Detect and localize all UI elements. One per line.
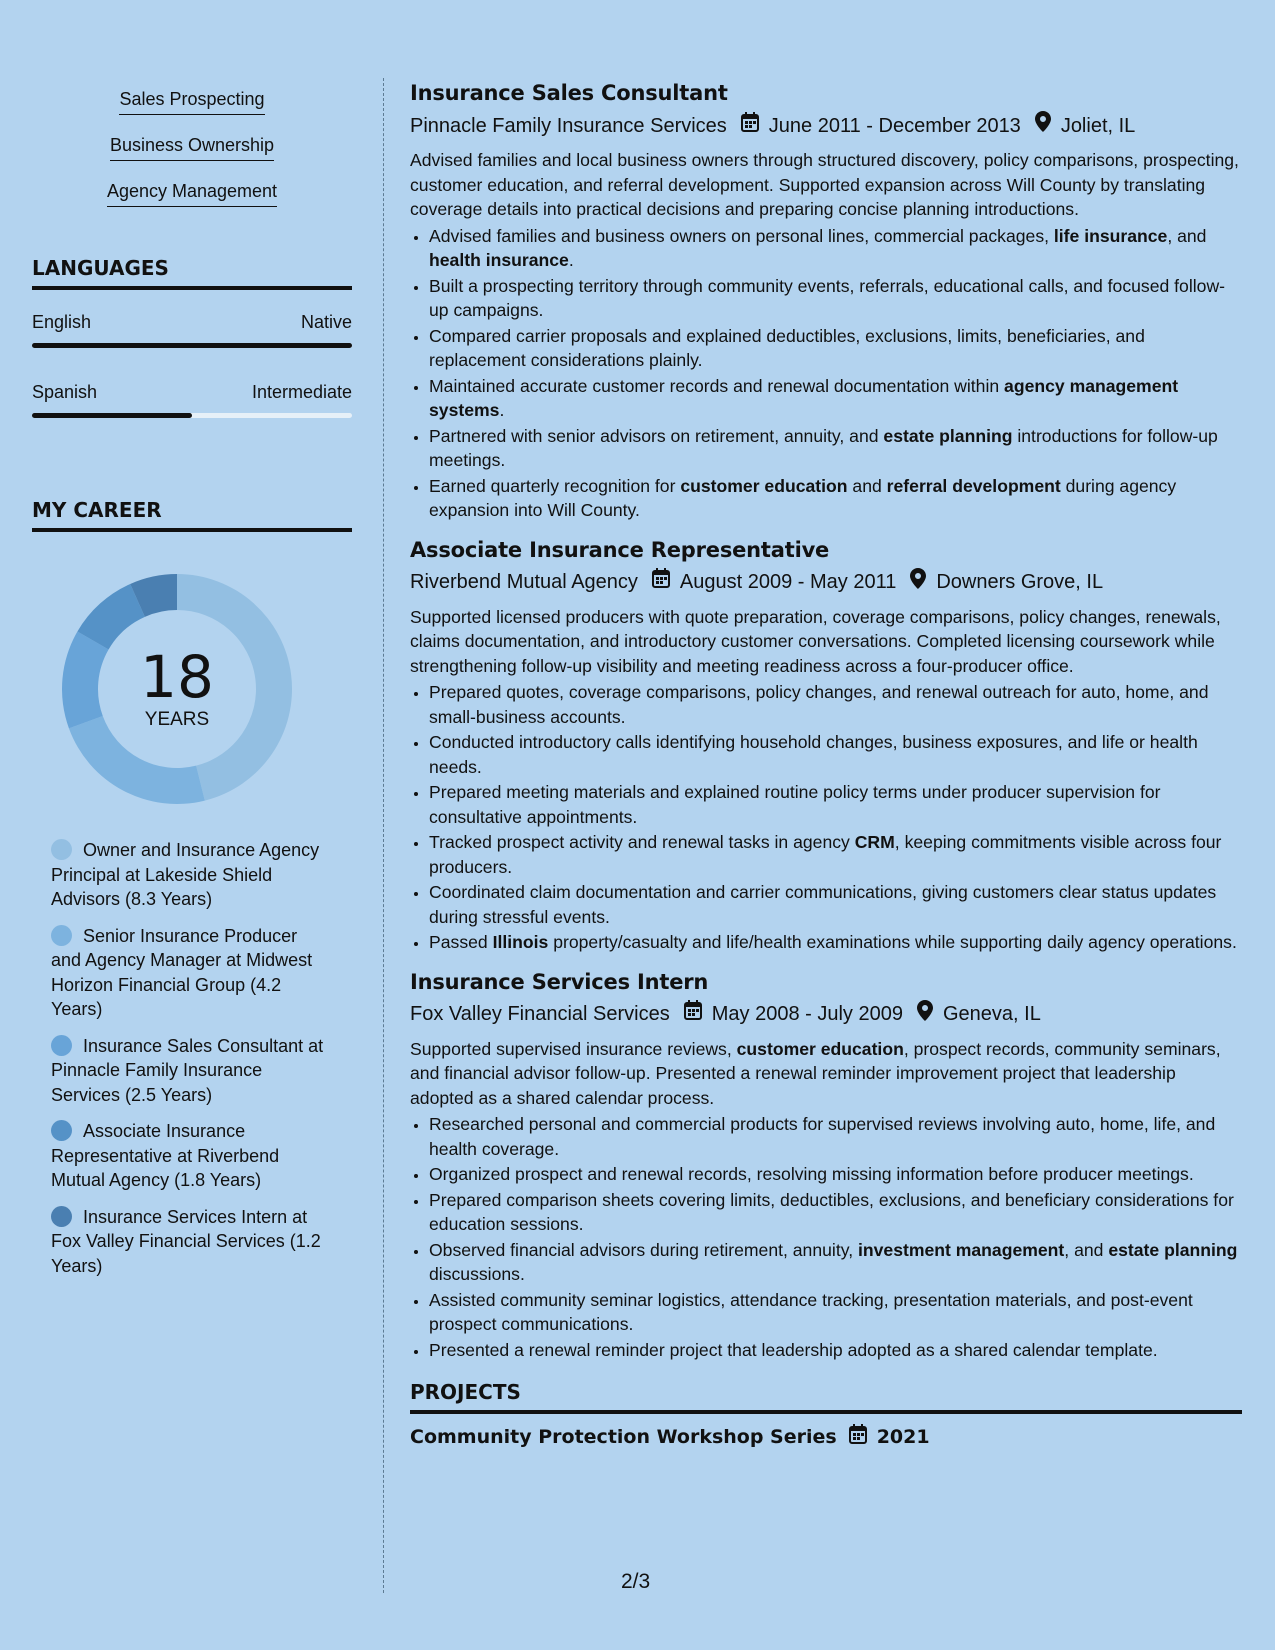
skill-item: Business Ownership [110,133,274,161]
job-bullet: • Passed Illinois property/casualty and life/health examinations while supporting daily agency operations. [429,930,1242,955]
language-proficiency-fill [32,343,352,348]
job-bullets [410,224,1242,523]
job-bullet: • Presented a renewal reminder project that leadership adopted as a shared calendar template. [429,1338,1242,1363]
job-bullet: • Built a prospecting territory through community events, referrals, educational calls, and focused follow-up campaigns. [429,274,1242,323]
legend-label: Owner and Insurance Agency Principal at Lakeside Shield Advisors (8.3 Years) [51,840,320,909]
job-bullet: • Maintained accurate customer records and renewal documentation within agency management systems. [429,374,1242,423]
job-title: Insurance Sales Consultant [410,81,728,105]
job-location: Downers Grove, IL [936,571,1104,593]
job-bullet: • Advised families and business owners on personal lines, commercial packages, life insurance, and health insurance. [429,224,1242,273]
career-legend-item [51,838,331,912]
map-pin-icon [1035,111,1051,140]
legend-label: Senior Insurance Producer and Agency Manager at Midwest Horizon Financial Group (4.2 Years) [51,925,313,1019]
career-legend-item [51,1205,331,1279]
job-company: Fox Valley Financial Services [410,1003,670,1025]
project-year: 2021 [876,1425,930,1448]
experience-column [410,78,1242,1449]
skills-list [32,78,352,216]
job-bullet: • Prepared quotes, coverage comparisons, policy changes, and renewal outreach for auto, home, and small-business accounts. [429,680,1242,729]
job-company: Riverbend Mutual Agency [410,571,638,593]
job-bullet: • Prepared meeting materials and explained routine policy terms under producer supervision for consultative appointments. [429,780,1242,829]
job-meta [410,1000,1242,1029]
skill-item: Sales Prospecting [119,87,264,115]
career-legend-item [51,1034,331,1108]
sidebar [32,78,352,1290]
job-bullet: • Partnered with senior advisors on retirement, annuity, and estate planning introductions for follow-up meetings. [429,424,1242,473]
job-bullet: • Assisted community seminar logistics, attendance tracking, presentation materials, and post-event prospect communications. [429,1288,1242,1337]
job-bullet: • Earned quarterly recognition for customer education and referral development during agency expansion into Will County. [429,474,1242,523]
career-donut-chart [62,574,292,804]
legend-dot [51,925,72,946]
career-heading: MY CAREER [32,498,352,532]
job-description: Advised families and local business owners through structured discovery, policy comparisons, prospecting, customer education, and referral development. Supported expansion across Will County by translating coverage details into practical decisions and preparing concise planning introductions. [410,150,1239,219]
legend-label: Associate Insurance Representative at Riverbend Mutual Agency (1.8 Years) [51,1121,280,1190]
legend-dot [51,1120,72,1141]
language-level: Native [300,312,352,332]
projects-heading: PROJECTS [410,1380,1242,1414]
page-number: 2/3 [621,1570,651,1593]
job-description: Supported supervised insurance reviews, customer education, prospect records, community seminars, and financial advisor follow-up. Presented a renewal reminder improvement project that leadership adopted as a shared calendar process. [410,1038,1221,1108]
job-bullet: • Tracked prospect activity and renewal tasks in agency CRM, keeping commitments visible across four producers. [429,830,1242,879]
job-entry [410,78,1242,523]
career-legend-item [51,1119,331,1193]
legend-label: Insurance Sales Consultant at Pinnacle Family Insurance Services (2.5 Years) [51,1035,324,1105]
job-description: Supported licensed producers with quote preparation, coverage comparisons, policy changes, renewals, claims documentation, and introductory customer conversations. Completed licensing coursework while strengthening follow-up visibility and meeting readiness across a four-producer office. [410,606,1221,676]
job-bullet: • Observed financial advisors during retirement, annuity, investment management, and estate planning discussions. [429,1238,1242,1287]
language-level: Intermediate [251,382,352,402]
map-pin-icon [910,568,926,597]
language-english [32,312,352,348]
career-total-years: 18 [140,643,214,711]
job-bullet: • Prepared comparison sheets covering limits, deductibles, exclusions, and beneficiary considerations for education sessions. [429,1188,1242,1237]
career-total-unit: YEARS [144,709,210,730]
career-legend [51,838,331,1278]
job-bullet: • Coordinated claim documentation and carrier communications, giving customers clear status updates during stressful events. [429,880,1242,929]
language-proficiency-bar [32,343,352,348]
calendar-icon [741,112,759,140]
job-entry [410,967,1242,1363]
job-meta [410,111,1242,140]
legend-dot [51,839,72,860]
job-bullet: • Researched personal and commercial products for supervised reviews involving auto, home, life, and health coverage. [429,1112,1242,1161]
job-location: Geneva, IL [942,1003,1041,1025]
job-bullet: • Organized prospect and renewal records, resolving missing information before producer meetings. [429,1162,1242,1187]
job-bullet: • Conducted introductory calls identifying household changes, business exposures, and life or health needs. [429,730,1242,779]
language-spanish [32,382,352,418]
job-title: Insurance Services Intern [410,969,709,994]
job-meta [410,568,1242,597]
job-title: Associate Insurance Representative [410,537,830,562]
calendar-icon [849,1424,867,1449]
map-pin-icon [917,1000,933,1029]
job-bullets [410,1112,1242,1362]
column-divider [383,78,384,1593]
calendar-icon [684,1000,702,1028]
languages-heading: LANGUAGES [32,256,352,290]
legend-label: Insurance Services Intern at Fox Valley Financial Services (1.2 Years) [51,1206,321,1276]
legend-dot [51,1035,72,1056]
skill-item: Agency Management [107,179,277,207]
job-dates: August 2009 - May 2011 [679,571,897,593]
job-bullet: • Compared carrier proposals and explained deductibles, exclusions, limits, beneficiaries, and replacement considerations plainly. [429,324,1242,373]
language-proficiency-fill [32,413,192,418]
legend-dot [51,1206,72,1227]
job-entry [410,535,1242,955]
job-company: Pinnacle Family Insurance Services [410,114,727,137]
job-dates: May 2008 - July 2009 [711,1003,903,1025]
language-name: Spanish [32,382,98,402]
language-proficiency-bar [32,413,352,418]
job-bullets [410,680,1242,955]
job-location: Joliet, IL [1060,114,1136,137]
language-name: English [32,312,92,332]
job-dates: June 2011 - December 2013 [768,114,1021,137]
calendar-icon [652,568,670,596]
career-legend-item [51,924,331,1022]
project-entry [410,1424,1242,1449]
project-title: Community Protection Workshop Series [410,1425,837,1448]
